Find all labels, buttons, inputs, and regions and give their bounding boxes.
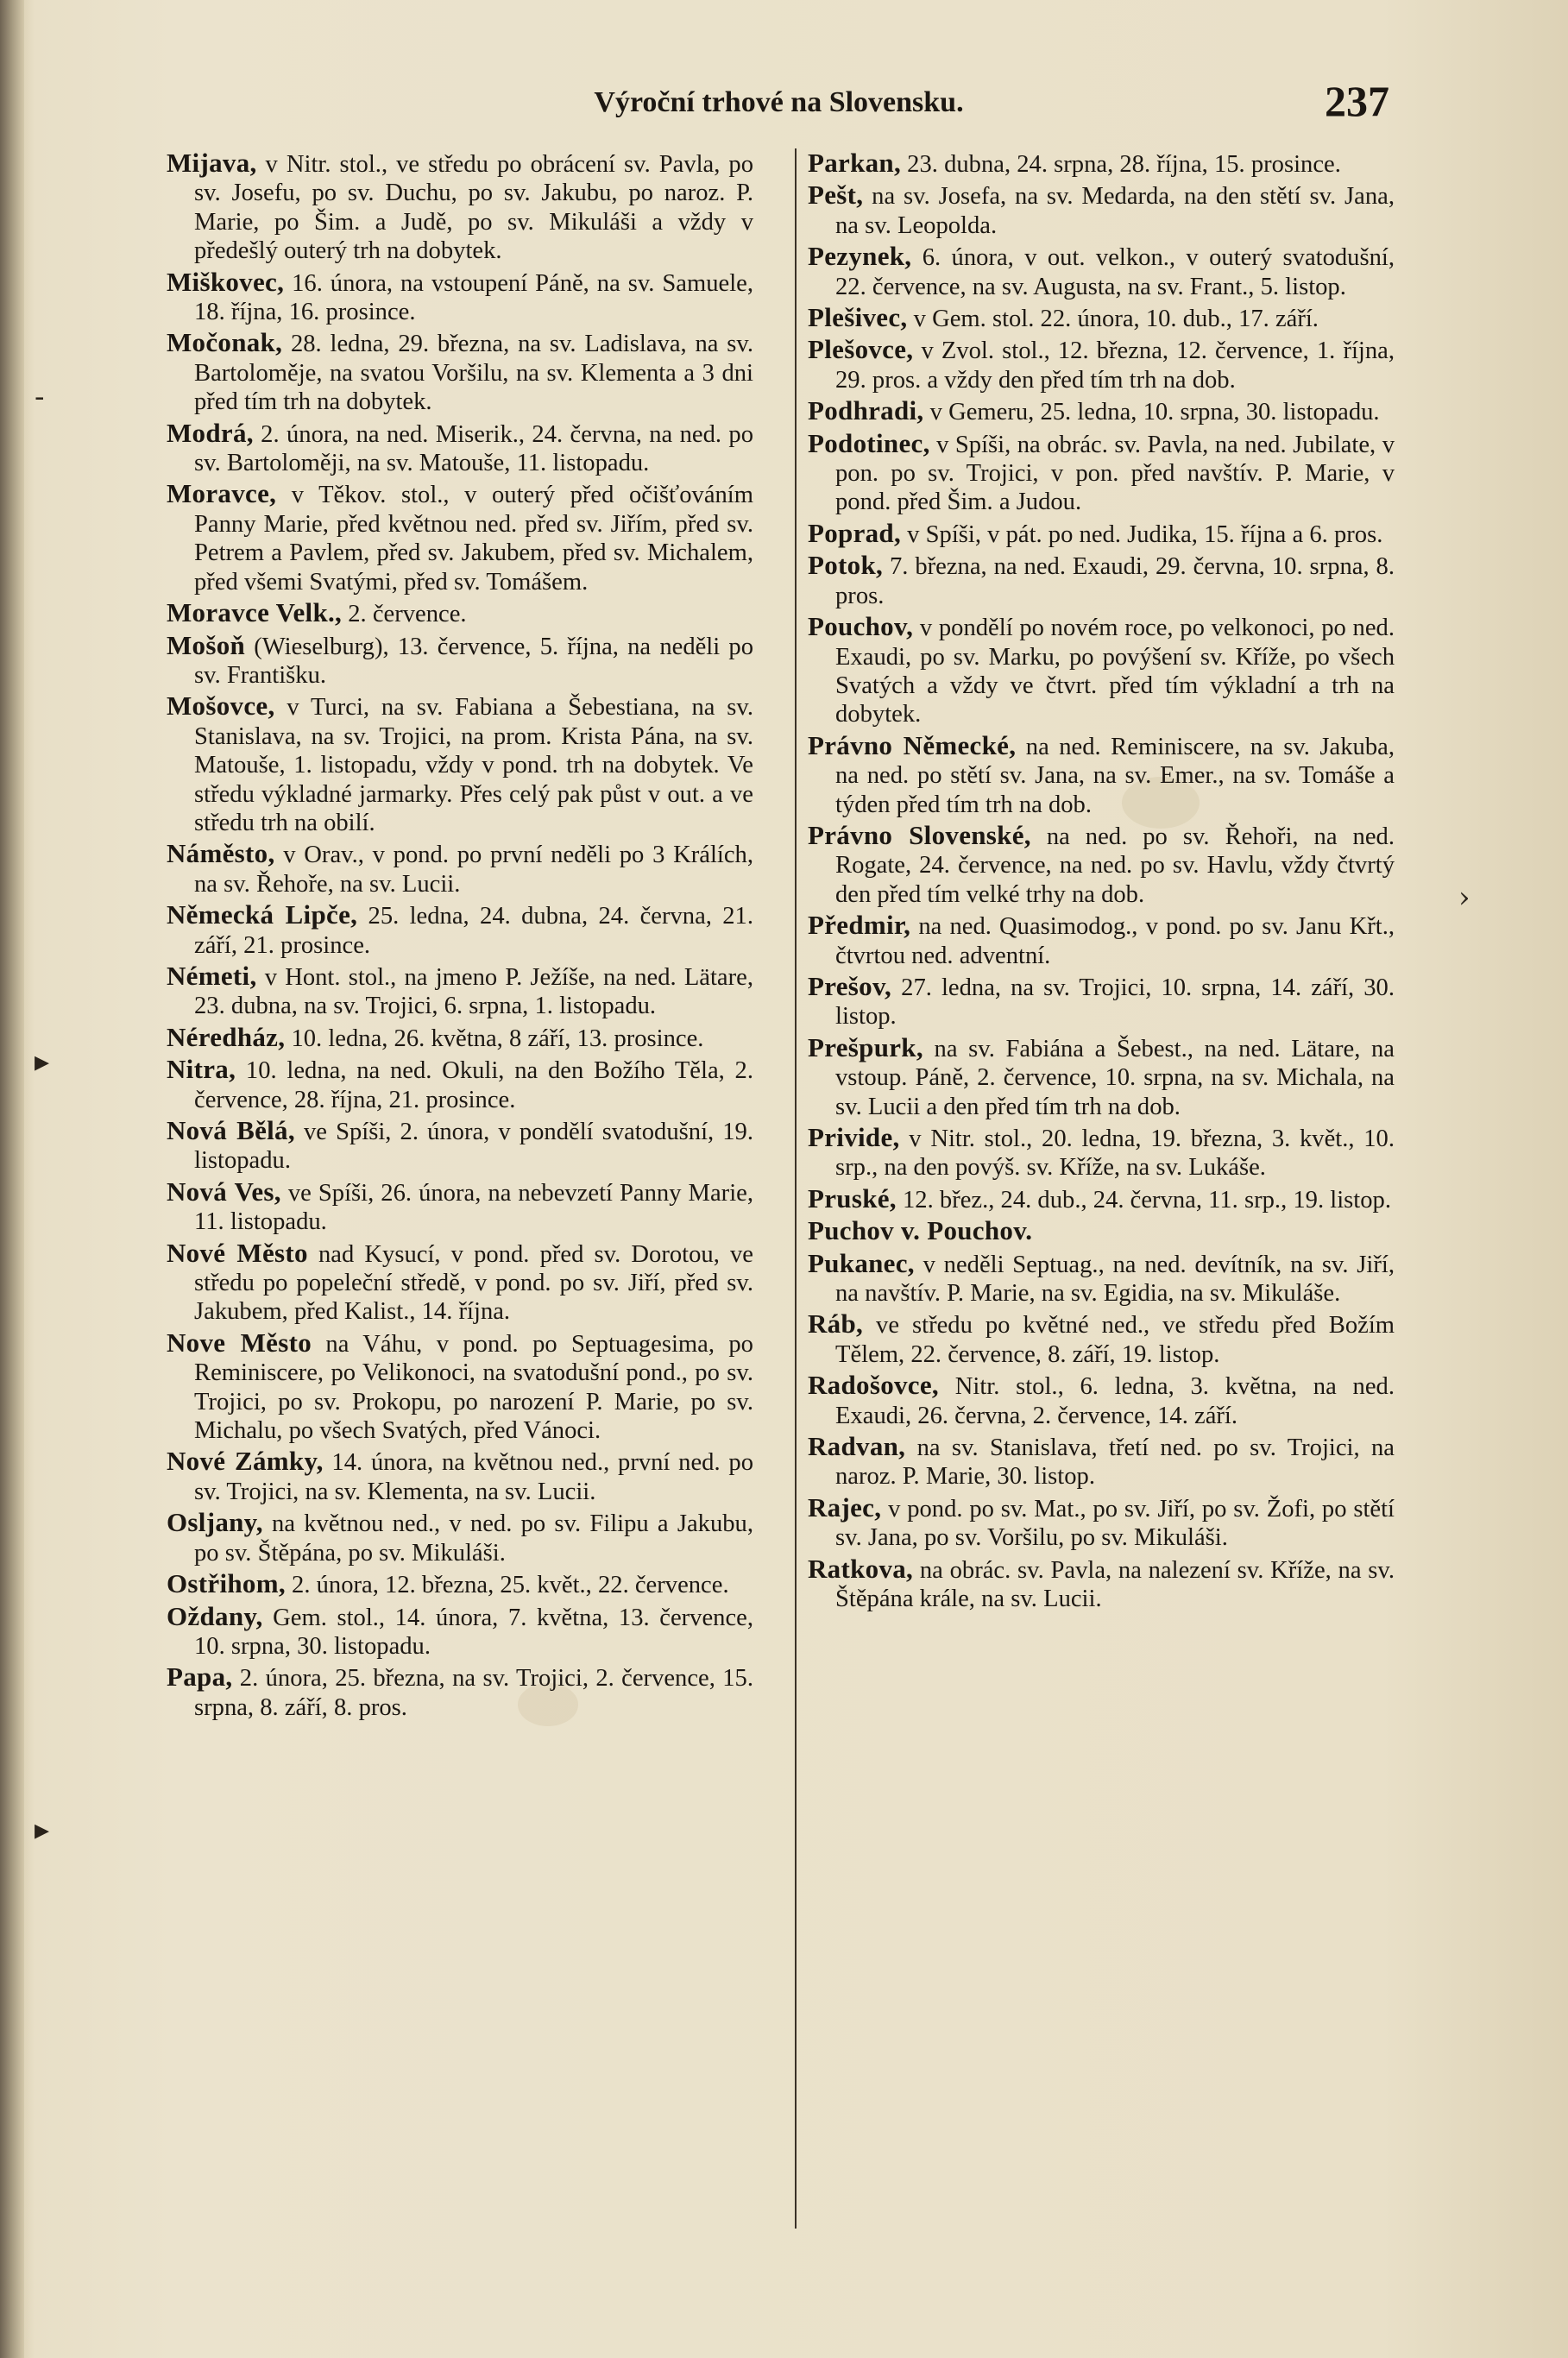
entry-town: Právno Německé, — [808, 729, 1017, 760]
entry-town: Puchov v. Pouchov. — [808, 1215, 1033, 1246]
entry-town: Právno Slovenské, — [808, 819, 1031, 850]
entry-dates: 2. července. — [342, 601, 467, 628]
market-entry — [167, 1602, 753, 1661]
entry-dates: v Nitr. stol., 20. ledna, 19. března, 3. květ., 10. srp., na den povýš. sv. Kříže, na sv. Lukáše. — [835, 1125, 1395, 1182]
market-entry — [808, 612, 1395, 729]
market-entry — [808, 1432, 1395, 1491]
entry-town: Poprad, — [808, 517, 902, 548]
market-entry — [167, 961, 753, 1021]
entry-dates: v Spíši, v pát. po ned. Judika, 15. října a 6. pros. — [901, 520, 1383, 548]
book-spine — [0, 0, 24, 2358]
running-title: Výroční trhové na Slovensku. — [594, 86, 964, 118]
entry-dates: v Turci, na sv. Fabiana a Šebestiana, na sv. Stanislava, na sv. Trojici, na prom. Krista Pána, na sv. Matouše, 1. listopadu, vždy v pond. trh na dobytek. Ve středu výkladné jarmarky. Přes celý pak půst v out. a ve středu trh na obilí. — [194, 694, 753, 836]
market-entry — [808, 396, 1395, 426]
entry-town: Nová Ves, — [167, 1176, 281, 1207]
market-entry — [808, 1554, 1395, 1614]
entry-dates: ve Spíši, 2. února, v pondělí svatodušní, 19. listopadu. — [194, 1119, 753, 1175]
entry-town: Mošoň — [167, 629, 246, 660]
market-entry — [167, 1328, 753, 1446]
entry-dates: na sv. Stanislava, třetí ned. po sv. Trojici, na naroz. P. Marie, 30. listop. — [835, 1434, 1395, 1491]
market-entry — [167, 1023, 753, 1053]
entry-dates: v Spíši, na obrác. sv. Pavla, na ned. Jubilate, v pon. po sv. Trojici, v pon. před navštív. P. Marie, v pond. před Šim. a Judou. — [835, 431, 1395, 516]
entry-town: Moravce Velk., — [167, 597, 343, 628]
entry-town: Prešpurk, — [808, 1031, 923, 1062]
entry-town: Nove Město — [167, 1327, 312, 1358]
entry-dates: v Hont. stol., na jmeno P. Ježíše, na ned. Lätare, 23. dubna, na sv. Trojici, 6. srpna, 1. listopadu. — [194, 963, 753, 1020]
entry-town: Papa, — [167, 1661, 233, 1693]
entry-town: Močonak, — [167, 327, 283, 358]
entry-town: Privide, — [808, 1122, 900, 1152]
entry-town: Nová Bělá, — [167, 1115, 295, 1145]
market-entry — [808, 731, 1395, 819]
entry-dates: 7. března, na ned. Exaudi, 29. června, 10. srpna, 8. pros. — [835, 553, 1395, 609]
entry-town: Parkan, — [808, 148, 902, 178]
entry-dates: v Orav., v pond. po první neděli po 3 Králích, na sv. Řehoře, na sv. Lucii. — [194, 842, 753, 898]
entry-town: Nitra, — [167, 1054, 236, 1085]
entry-town: Nové Zámky, — [167, 1446, 324, 1477]
entry-town: Náměsto, — [167, 838, 275, 869]
entry-dates: ve středu po květné ned., ve středu před Božím Tělem, 22. července, 8. září, 19. listop. — [835, 1312, 1395, 1368]
market-entry — [167, 1055, 753, 1114]
entry-dates: 10. ledna, na ned. Okuli, na den Božího Těla, 2. července, 28. října, 21. prosince. — [194, 1057, 753, 1113]
entry-dates: nad Kysucí, v pond. před sv. Dorotou, ve středu po popeleční středě, v pond. po sv. Jiří, před sv. Jakubem, před Kalist., 14. října. — [194, 1240, 753, 1326]
market-entry — [167, 419, 753, 478]
market-entry — [167, 1177, 753, 1237]
entry-dates: Nitr. stol., 6. ledna, 3. května, na ned. Exaudi, 26. června, 2. července, 14. září. — [835, 1373, 1395, 1429]
market-entry — [808, 180, 1395, 240]
market-entry — [808, 1249, 1395, 1308]
market-entry — [808, 1184, 1395, 1214]
entry-town: Mošovce, — [167, 690, 275, 722]
entry-dates: 12. břez., 24. dub., 24. června, 11. srp., 19. listop. — [896, 1186, 1391, 1214]
entry-dates: 28. ledna, 29. března, na sv. Ladislava, na sv. Bartoloměje, na svatou Voršilu, na sv. Klementa a 3 dni před tím trh na dobytek. — [194, 331, 753, 416]
right-column — [808, 148, 1395, 1616]
market-entry — [167, 328, 753, 416]
entry-dates: 27. ledna, na sv. Trojici, 10. srpna, 14. září, 30. listop. — [835, 974, 1395, 1031]
market-entry — [808, 1123, 1395, 1182]
market-entry — [167, 900, 753, 960]
entry-town: Osljany, — [167, 1507, 263, 1538]
entry-town: Potok, — [808, 550, 884, 581]
entry-dates: na Váhu, v pond. po Septuagesima, po Reminiscere, po Velikonoci, na svatodušní pond., po sv. Trojici, po sv. Prokopu, po narození P. Marie, po sv. Michalu, po všech Svatých, před Vánoci. — [194, 1330, 753, 1445]
market-entry — [808, 242, 1395, 301]
entry-dates: v Zvol. stol., 12. března, 12. července, 1. října, 29. pros. a vždy den před tím trh na dob. — [835, 337, 1395, 394]
market-entry — [167, 1508, 753, 1567]
column-divider — [795, 148, 797, 2229]
entry-dates: 2. února, na ned. Miserik., 24. června, na ned. po sv. Bartoloměji, na sv. Matouše, 11. listopadu. — [194, 420, 753, 477]
entry-dates: v Gemeru, 25. ledna, 10. srpna, 30. listopadu. — [923, 399, 1380, 426]
entry-dates: 2. února, 12. března, 25. květ., 22. července. — [285, 1572, 729, 1599]
entry-dates: na ned. po sv. Řehoři, na ned. Rogate, 24. července, na ned. po sv. Havlu, vždy čtvrtý den před tím velké trhy na dob. — [835, 823, 1395, 908]
entry-dates: na obrác. sv. Pavla, na nalezení sv. Kříže, na sv. Štěpána krále, na sv. Lucii. — [835, 1556, 1395, 1613]
entry-dates: 16. února, na vstoupení Páně, na sv. Samuele, 18. října, 16. prosince. — [194, 269, 753, 326]
entry-town: Modrá, — [167, 417, 254, 448]
entry-dates: 14. února, na květnou ned., první ned. po sv. Trojici, na sv. Klementa, na sv. Lucii. — [194, 1449, 753, 1505]
entry-town: Pukanec, — [808, 1247, 915, 1278]
entry-town: Podotinec, — [808, 427, 930, 458]
entry-dates: Gem. stol., 14. února, 7. května, 13. července, 10. srpna, 30. listopadu. — [194, 1604, 753, 1660]
entry-dates: ve Spíši, 26. února, na nebevzetí Panny Marie, 11. listopadu. — [194, 1179, 753, 1236]
entry-town: Plešivec, — [808, 302, 908, 333]
entry-town: Radvan, — [808, 1431, 906, 1462]
market-entry — [808, 303, 1395, 333]
market-entry — [808, 429, 1395, 517]
margin-mark: ‑ — [35, 380, 45, 414]
entry-town: Oždany, — [167, 1600, 263, 1631]
page-number: 237 — [1325, 77, 1389, 125]
page-header — [168, 76, 1389, 136]
entry-town: Ráb, — [808, 1308, 864, 1340]
market-entry — [167, 148, 753, 266]
market-entry — [167, 631, 753, 690]
market-entry — [808, 1216, 1395, 1246]
market-entry — [808, 551, 1395, 610]
entry-town: Moravce, — [167, 478, 277, 509]
market-entry — [808, 1371, 1395, 1430]
margin-mark: ▸ — [35, 1813, 50, 1847]
entry-dates: v Gem. stol. 22. února, 10. dub., 17. září. — [907, 306, 1319, 333]
entry-dates: 2. února, 25. března, na sv. Trojici, 2. července, 15. srpna, 8. září, 8. pros. — [194, 1665, 753, 1721]
entry-dates: v pondělí po novém roce, po velkonoci, po ned. Exaudi, po sv. Marku, po povýšení sv. Kříže, po všech Svatých a vždy ve čtvrt. před tím výkladní a trh na dobytek. — [835, 615, 1395, 728]
margin-mark: › — [1458, 880, 1470, 915]
market-entry — [808, 1493, 1395, 1553]
entry-dates: 25. ledna, 24. dubna, 24. června, 21. září, 21. prosince. — [194, 903, 753, 959]
market-entry — [808, 335, 1395, 394]
market-entry — [808, 148, 1395, 179]
market-entry — [808, 821, 1395, 909]
entry-town: Mijava, — [167, 148, 257, 178]
entry-town: Ratkova, — [808, 1553, 914, 1584]
entry-town: Nové Město — [167, 1237, 308, 1268]
entry-town: Ostřihom, — [167, 1568, 286, 1599]
entry-town: Pešt, — [808, 180, 864, 211]
entry-dates: na ned. Quasimodog., v pond. po sv. Janu Křt., čtvrtou ned. adventní. — [835, 913, 1395, 969]
entry-town: Rajec, — [808, 1491, 882, 1523]
entry-town: Pezynek, — [808, 241, 912, 272]
market-entry — [167, 691, 753, 837]
entry-town: Německá Lipče, — [167, 899, 358, 930]
entry-town: Podhradi, — [808, 395, 924, 426]
market-entry — [808, 519, 1395, 549]
entry-town: Předmir, — [808, 910, 911, 941]
entry-town: Pruské, — [808, 1182, 897, 1214]
entry-dates: 10. ledna, 26. května, 8 září, 13. prosince. — [285, 1025, 704, 1052]
entry-town: Pouchov, — [808, 611, 914, 642]
entry-dates: na ned. Reminiscere, na sv. Jakuba, na ned. po stětí sv. Jana, na sv. Emer., na sv. Tomáše a týden před tím trh na dob. — [835, 733, 1395, 818]
entry-dates: na sv. Fabiána a Šebest., na ned. Lätare, na vstoup. Páně, 2. července, 10. srpna, na sv. Michala, na sv. Lucii a den před tím trh na dob. — [835, 1035, 1395, 1120]
entry-dates: v Nitr. stol., ve středu po obrácení sv. Pavla, po sv. Josefu, po sv. Duchu, po sv. Jakubu, po naroz. P. Marie, po Šim. a Judě, po sv. Mikuláši a vždy v předešlý outerý trh na dobytek. — [194, 151, 753, 265]
market-entry — [808, 1033, 1395, 1121]
market-entry — [808, 1309, 1395, 1369]
entry-town: Miškovec, — [167, 266, 285, 297]
market-entry — [167, 268, 753, 327]
market-entry — [167, 1116, 753, 1176]
entry-dates: v pond. po sv. Mat., po sv. Jiří, po sv. Žofi, po stětí sv. Jana, po sv. Voršilu, po sv. Mikuláši. — [835, 1495, 1395, 1552]
entry-dates: 23. dubna, 24. srpna, 28. října, 15. prosince. — [901, 151, 1341, 178]
entry-dates: na květnou ned., v ned. po sv. Filipu a Jakubu, po sv. Štěpána, po sv. Mikuláši. — [194, 1510, 753, 1567]
margin-mark: ▸ — [35, 1044, 50, 1079]
market-entry — [167, 479, 753, 596]
entry-town: Prešov, — [808, 970, 892, 1001]
market-entry — [808, 911, 1395, 970]
market-entry — [167, 1662, 753, 1722]
market-entry — [167, 1239, 753, 1327]
market-entry — [167, 839, 753, 898]
entry-town: Németi, — [167, 960, 257, 991]
entry-dates: v neděli Septuag., na ned. devítník, na sv. Jiří, na navštív. P. Marie, na sv. Egidia, na sv. Mikuláše. — [835, 1251, 1395, 1308]
entry-dates: 6. února, v out. velkon., v outerý svatodušní, 22. července, na sv. Augusta, na sv. Frant., 5. listop. — [835, 244, 1395, 300]
market-entry — [167, 1447, 753, 1506]
entry-town: Radošovce, — [808, 1370, 939, 1401]
entry-dates: na sv. Josefa, na sv. Medarda, na den stětí sv. Jana, na sv. Leopolda. — [835, 183, 1395, 239]
entry-dates: v Těkov. stol., v outerý před očišťováním Panny Marie, před květnou ned. před sv. Jiřím, před sv. Petrem a Pavlem, před sv. Jakubem, před sv. Michalem, před všemi Svatými, před sv. Tomášem. — [194, 482, 753, 596]
entry-town: Plešovce, — [808, 334, 914, 365]
market-entry — [167, 598, 753, 628]
entry-town: Néredház, — [167, 1021, 286, 1052]
market-entry — [167, 1569, 753, 1599]
market-entry — [808, 972, 1395, 1031]
left-column — [167, 148, 753, 1724]
entry-dates: (Wieselburg), 13. července, 5. října, na neděli po sv. Františku. — [194, 633, 753, 689]
